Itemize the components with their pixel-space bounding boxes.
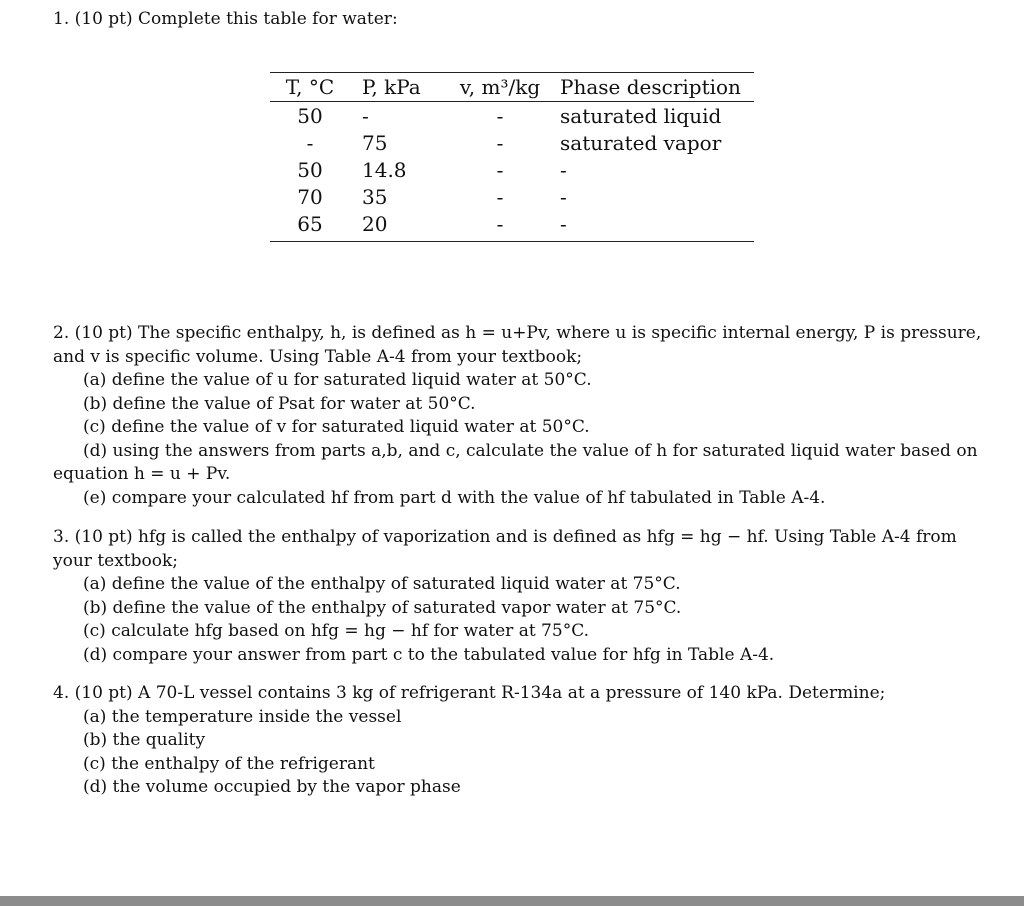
question-1-title: 1. (10 pt) Complete this table for water: bbox=[53, 9, 398, 29]
cell-pressure: 75 bbox=[362, 130, 388, 155]
page-bottom-bar bbox=[0, 896, 1024, 906]
question-3-part-b: (b) define the value of the enthalpy of saturated vapor water at 75°C. bbox=[83, 597, 682, 618]
cell-pressure: 35 bbox=[362, 184, 388, 209]
cell-pressure: - bbox=[362, 103, 369, 128]
cell-specific-volume: - bbox=[496, 184, 504, 209]
header-phase: Phase description bbox=[552, 73, 754, 102]
question-4-part-d: (d) the volume occupied by the vapor phase bbox=[83, 777, 461, 797]
question-2-part-c: (c) define the value of v for saturated liquid water at 50°C. bbox=[83, 417, 590, 437]
question-3-part-d: (d) compare your answer from part c to the tabulated value for hfg in Table A-4. bbox=[83, 644, 775, 665]
table-row bbox=[270, 210, 754, 242]
question-2-intro: 2. (10 pt) The specific enthalpy, h, is defined as h = u+Pv, where u is specific internal energy, P is pressure, and v is specific volume. Using Table A-4 from your textbook; bbox=[53, 323, 982, 367]
table-header-row bbox=[270, 73, 754, 102]
header-temperature: T, °C bbox=[270, 73, 350, 102]
cell-phase: - bbox=[560, 157, 567, 182]
cell-phase: - bbox=[552, 210, 754, 242]
header-specific-volume: v, m³/kg bbox=[448, 73, 552, 102]
cell-temperature: 50 bbox=[297, 103, 323, 128]
cell-specific-volume: - bbox=[496, 103, 504, 128]
cell-phase: saturated liquid bbox=[560, 103, 722, 128]
question-3-intro: 3. (10 pt) hfg is called the enthalpy of vaporization and is defined as hfg = hg − hf. Using Table A-4 from your textbook; bbox=[53, 527, 957, 571]
water-properties-table bbox=[270, 72, 754, 242]
question-2-part-d: (d) using the answers from parts a,b, and c, calculate the value of h for saturated liquid water based on equation h = u + Pv. bbox=[53, 440, 978, 484]
question-4-part-b: (b) the quality bbox=[83, 730, 206, 750]
question-2-part-e: (e) compare your calculated hf from part d with the value of hf tabulated in Table A-4. bbox=[83, 487, 826, 508]
question-3-part-a: (a) define the value of the enthalpy of saturated liquid water at 75°C. bbox=[83, 574, 681, 594]
question-4 bbox=[53, 682, 983, 800]
table-row bbox=[270, 102, 754, 130]
cell-specific-volume: - bbox=[496, 130, 504, 155]
cell-phase: - bbox=[560, 184, 567, 209]
question-4-intro: 4. (10 pt) A 70-L vessel contains 3 kg of refrigerant R-134a at a pressure of 140 kPa. Determine; bbox=[53, 683, 886, 703]
cell-temperature: - bbox=[306, 130, 314, 155]
cell-phase: saturated vapor bbox=[560, 130, 722, 155]
cell-temperature: 65 bbox=[270, 210, 350, 242]
table-row bbox=[270, 156, 754, 183]
cell-specific-volume: - bbox=[496, 157, 504, 182]
question-2-part-a: (a) define the value of u for saturated liquid water at 50°C. bbox=[83, 370, 592, 390]
table-row bbox=[270, 183, 754, 210]
question-4-part-a: (a) the temperature inside the vessel bbox=[83, 706, 402, 727]
cell-pressure: 14.8 bbox=[362, 157, 407, 182]
question-3-part-c: (c) calculate hfg based on hfg = hg − hf for water at 75°C. bbox=[83, 621, 589, 641]
cell-pressure: 20 bbox=[350, 210, 448, 242]
cell-temperature: 70 bbox=[297, 184, 323, 209]
header-pressure: P, kPa bbox=[350, 73, 448, 102]
table-row bbox=[270, 129, 754, 156]
cell-specific-volume: - bbox=[448, 210, 552, 242]
question-2 bbox=[53, 322, 983, 510]
question-2-part-b: (b) define the value of Psat for water at 50°C. bbox=[83, 393, 476, 414]
cell-temperature: 50 bbox=[297, 157, 323, 182]
question-3 bbox=[53, 526, 983, 667]
question-4-part-c: (c) the enthalpy of the refrigerant bbox=[83, 753, 375, 774]
